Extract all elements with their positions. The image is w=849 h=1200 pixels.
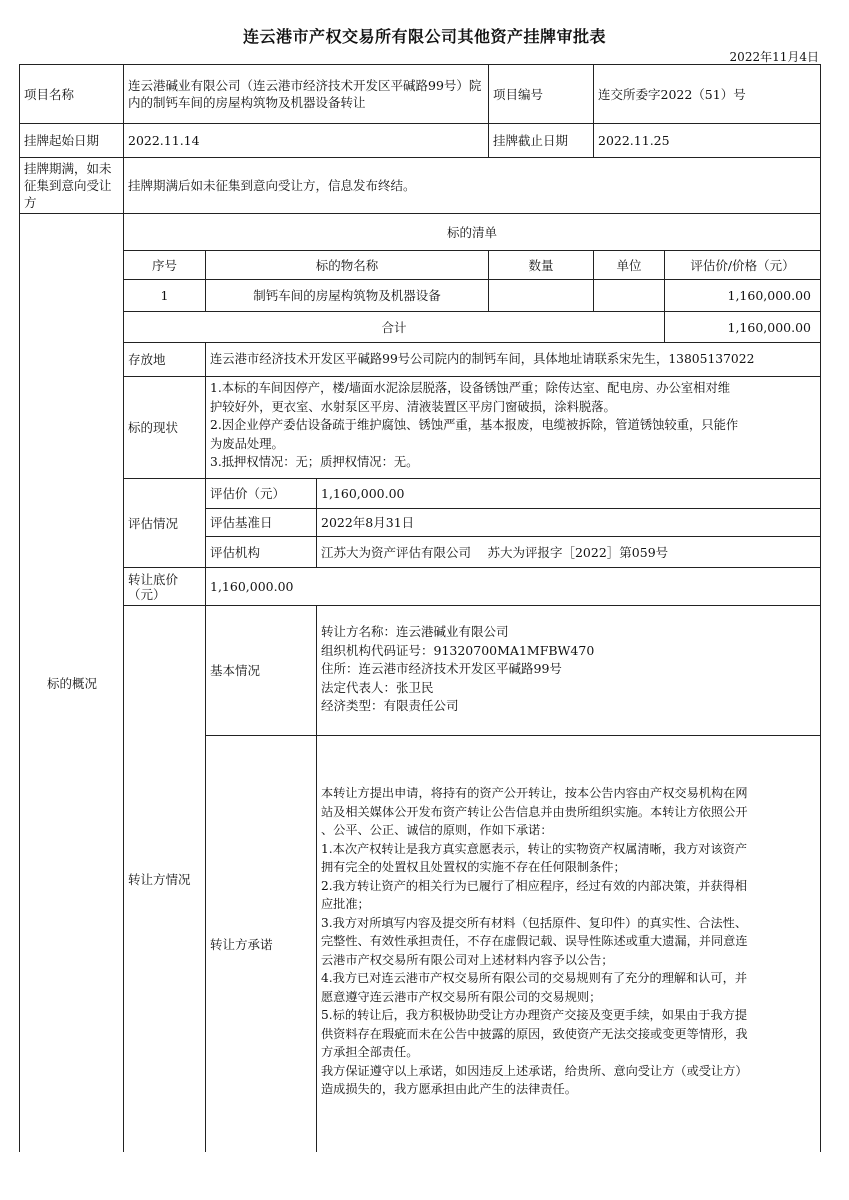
overview-label: 标的概况 bbox=[46, 675, 97, 691]
total-value: 1,160,000.00 bbox=[727, 319, 811, 335]
project-code-value: 连交所委字2022（51）号 bbox=[598, 86, 746, 102]
basic-info-line: 组织机构代码证号：91320700MA1MFBW470 bbox=[321, 642, 595, 658]
assessment-label: 评估情况 bbox=[128, 515, 179, 531]
transferor-label: 转让方情况 bbox=[128, 871, 191, 887]
status-line: 1.本标的车间因停产，楼/墙面水泥涂层脱落，设备锈蚀严重；除传达室、配电房、办公室相对维 bbox=[210, 381, 731, 395]
item-row-price: 1,160,000.00 bbox=[727, 288, 811, 303]
basic-info-line: 法定代表人：张卫民 bbox=[321, 679, 434, 695]
column-header-name: 标的物名称 bbox=[315, 257, 379, 273]
column-header-no: 序号 bbox=[151, 257, 177, 273]
promise-line: 拥有完全的处置权且处置权的实施不存在任何限制条件； bbox=[321, 860, 626, 874]
promise-line: 4.我方已对连云港市产权交易所有限公司的交易规则有了充分的理解和认可，并 bbox=[321, 971, 748, 985]
item-row-no: 1 bbox=[160, 288, 169, 303]
location-value: 连云港市经济技术开发区平碱路99号公司院内的制钙车间，具体地址请联系宋先生，13805137022 bbox=[210, 352, 755, 366]
item-row-unit bbox=[594, 280, 664, 311]
promise-line: 本转让方提出申请，将持有的资产公开转让，按本公告内容由产权交易机构在网 bbox=[321, 786, 748, 800]
transferor-basic-info bbox=[317, 606, 820, 735]
listing-end-value: 2022.11.25 bbox=[598, 133, 670, 148]
assessment-base-date-value: 2022年8月31日 bbox=[321, 515, 415, 530]
location-label: 存放地 bbox=[128, 352, 166, 367]
listing-start-value: 2022.11.14 bbox=[128, 133, 200, 148]
promise-line: 1.本次产权转让是我方真实意愿表示，转让的实物资产权属清晰，我方对该资产 bbox=[321, 841, 748, 856]
project-code-label: 项目编号 bbox=[493, 86, 544, 102]
basic-info-line: 经济类型：有限责任公司 bbox=[321, 698, 459, 713]
status-label: 标的现状 bbox=[128, 420, 179, 435]
assessment-agency-label: 评估机构 bbox=[210, 544, 261, 560]
basic-info-line: 转让方名称：连云港碱业有限公司 bbox=[321, 624, 509, 639]
item-row-name: 制钙车间的房屋构筑物及机器设备 bbox=[253, 288, 441, 303]
promise-line: 方承担全部责任。 bbox=[321, 1045, 419, 1059]
status-line: 3.抵押权情况：无；质押权情况：无。 bbox=[210, 455, 419, 469]
basic-info-line: 住所：连云港市经济技术开发区平碱路99号 bbox=[321, 661, 562, 676]
assessment-agency-value: 江苏大为资产评估有限公司 苏大为评报字［2022］第059号 bbox=[321, 544, 669, 560]
document-date: 2022年11月4日 bbox=[729, 50, 819, 64]
reserve-price-label: 转让底价（元） bbox=[128, 571, 179, 602]
document-title: 连云港市产权交易所有限公司其他资产挂牌审批表 bbox=[242, 27, 606, 46]
promise-line: 应批准； bbox=[321, 897, 370, 911]
assessment-base-date-label: 评估基准日 bbox=[210, 515, 273, 530]
promise-line: 5.标的转让后，我方积极协助受让方办理资产交接及变更手续，如果由于我方提 bbox=[321, 1008, 748, 1022]
reserve-price-value: 1,160,000.00 bbox=[210, 579, 294, 594]
assessment-price-label: 评估价（元） bbox=[210, 486, 286, 501]
promise-line: 愿意遵守连云港市产权交易所有限公司的交易规则； bbox=[321, 989, 602, 1004]
promise-line: 3.我方对所填写内容及提交所有材料（包括原件、复印件）的真实性、合法性、 bbox=[321, 915, 748, 930]
total-label: 合计 bbox=[381, 319, 407, 335]
project-name-value: 连云港碱业有限公司（连云港市经济技术开发区平碱路99号）院内的制钙车间的房屋构筑物及机器设备转让 bbox=[128, 78, 482, 110]
item-list-header: 标的清单 bbox=[446, 224, 497, 240]
status-line: 2.因企业停产委估设备疏于维护腐蚀、锈蚀严重，基本报废，电缆被拆除，管道锈蚀较重，只能作 bbox=[210, 418, 739, 432]
status-line: 护较好外，更衣室、水射泵区平房、清液装置区平房门窗破损，涂料脱落。 bbox=[210, 399, 616, 414]
promise-line: 、公平、公正、诚信的原则，作如下承诺： bbox=[321, 823, 553, 837]
project-name-label: 项目名称 bbox=[24, 86, 75, 102]
listing-expire-label: 挂牌期满，如未征集到意向受让方 bbox=[24, 161, 112, 210]
status-text bbox=[206, 378, 820, 478]
promise-line: 站及相关媒体公开发布资产转让公告信息并由贵所组织实施。本转让方依照公开 bbox=[321, 804, 748, 819]
listing-start-label: 挂牌起始日期 bbox=[24, 133, 100, 148]
promise-line: 造成损失的，我方愿承担由此产生的法律责任。 bbox=[321, 1082, 577, 1096]
column-header-unit: 单位 bbox=[616, 257, 642, 273]
status-line: 为废品处理。 bbox=[210, 436, 284, 451]
transferor-promise-label: 转让方承诺 bbox=[210, 936, 273, 952]
transferor-promise-text bbox=[317, 736, 820, 1152]
transferor-basic-label: 基本情况 bbox=[210, 663, 261, 678]
promise-line: 云港市产权交易所有限公司对上述材料内容予以公告； bbox=[321, 952, 614, 967]
column-header-price: 评估价/价格（元） bbox=[690, 257, 795, 273]
listing-end-label: 挂牌截止日期 bbox=[493, 133, 569, 148]
column-header-qty: 数量 bbox=[528, 257, 554, 273]
promise-line: 完整性、有效性承担责任，不存在虚假记载、误导性陈述或重大遗漏，并同意连 bbox=[321, 934, 748, 948]
assessment-price-value: 1,160,000.00 bbox=[321, 486, 405, 501]
item-row-qty bbox=[489, 280, 593, 311]
listing-expire-value: 挂牌期满后如未征集到意向受让方，信息发布终结。 bbox=[128, 178, 416, 193]
promise-line: 我方保证遵守以上承诺，如因违反上述承诺，给贵所、意向受让方（或受让方） bbox=[321, 1063, 748, 1078]
promise-line: 供资料存在瑕疵而未在公告中披露的原因，致使资产无法交接或变更等情形，我 bbox=[321, 1026, 748, 1041]
promise-line: 2.我方转让资产的相关行为已履行了相应程序，经过有效的内部决策，并获得相 bbox=[321, 878, 748, 893]
